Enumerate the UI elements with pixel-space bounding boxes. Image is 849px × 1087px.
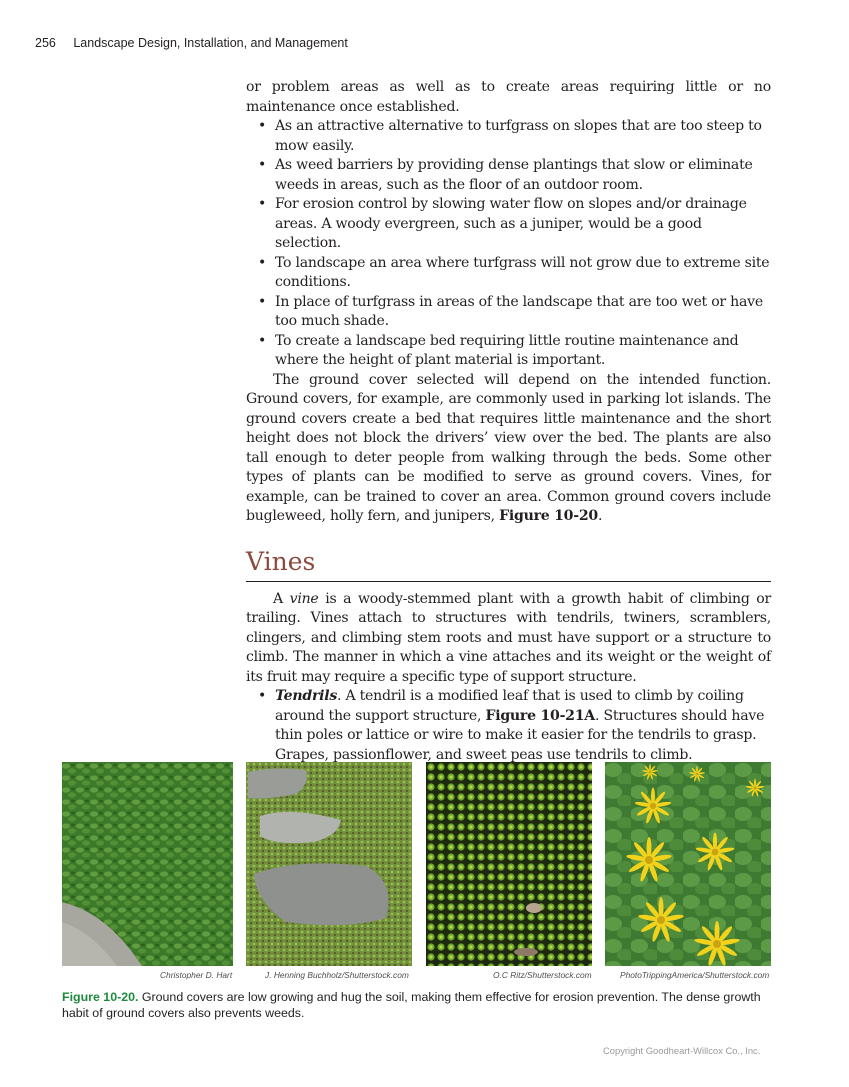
bullet-icon: •: [258, 118, 267, 134]
bullet-icon: •: [258, 332, 267, 349]
figure-reference[interactable]: Figure 10-20: [499, 508, 598, 524]
page-number: 256: [35, 36, 56, 50]
photo-credit: J. Henning Buchholz/Shutterstock.com: [265, 970, 409, 980]
body-text-column: [246, 78, 771, 765]
photo-credit: Christopher D. Hart: [160, 970, 233, 980]
figure-caption: [62, 989, 782, 1021]
photo-credit: O.C Ritz/Shutterstock.com: [493, 970, 592, 980]
list-item: • To landscape an area where turfgrass will not grow due to extreme site conditions.: [258, 254, 770, 290]
photo-stepping-stones: [246, 762, 412, 966]
vine-types-list: [246, 687, 771, 765]
list-item: • Tendrils. A tendril is a modified leaf that is used to climb by coiling around the support structure, Figure 10-21A. Structures should have thin poles or lattice or wire to make it easier for the tendrils to grasp. Grapes, passionflower, and sweet peas use tendrils to climb.: [258, 688, 765, 763]
copyright-notice: Copyright Goodheart-Willcox Co., Inc.: [603, 1045, 761, 1056]
photo-yellow-flowers: [605, 762, 771, 966]
running-head: [35, 36, 348, 50]
list-item: • To create a landscape bed requiring little routine maintenance and where the height of plant material is important.: [258, 332, 739, 368]
section-heading-vines: Vines: [246, 547, 771, 582]
list-item: • For erosion control by slowing water flow on slopes and/or drainage areas. A woody evergreen, such as a juniper, would be a good selection.: [258, 196, 747, 251]
yellow-flowers-image: [605, 762, 771, 966]
figure-label: Figure 10-20.: [62, 990, 139, 1004]
moss-image: [426, 762, 592, 966]
ground-cover-paragraph: The ground cover selected will depend on the intended function. Ground covers, for example, are commonly used in parking lot islands. The ground covers create a bed that requires little maintenance and the short height does not block the drivers’ view over the bed. The plants are also tall enough to deter people from walking through the beds. Some other types of plants can be modified to serve as ground covers. Vines, for example, can be trained to cover an area. Common ground covers include bugleweed, holly fern, and junipers, Figure 10-20.: [246, 371, 771, 524]
list-item: • In place of turfgrass in areas of the landscape that are too wet or have too much shade.: [258, 293, 763, 329]
key-term: vine: [289, 590, 319, 607]
stepping-stones-image: [246, 762, 412, 966]
photo-moss: [426, 762, 592, 966]
bullet-icon: •: [258, 688, 267, 704]
ground-cover-uses-list: [246, 117, 771, 371]
figure-photos: [62, 762, 771, 966]
bullet-icon: •: [258, 293, 267, 310]
list-item: • As an attractive alternative to turfgrass on slopes that are too steep to mow easily.: [258, 118, 762, 154]
key-term: Tendrils: [275, 688, 338, 704]
photo-credit: PhotoTrippingAmerica/Shutterstock.com: [620, 970, 770, 980]
caption-text: Ground covers are low growing and hug the soil, making them effective for erosion prevention. The dense growth habit of ground covers also prevents weeds.: [62, 990, 761, 1020]
intro-continuation: or problem areas as well as to create areas requiring little or no maintenance once established.: [246, 79, 771, 115]
bullet-icon: •: [258, 196, 267, 212]
bugleweed-image: [62, 762, 233, 966]
list-item: • As weed barriers by providing dense plantings that slow or eliminate weeds in areas, such as the floor of an outdoor room.: [258, 157, 753, 193]
bullet-icon: •: [258, 254, 267, 271]
figure-reference[interactable]: Figure 10-21A: [485, 707, 595, 724]
book-title: Landscape Design, Installation, and Management: [73, 36, 348, 50]
bullet-icon: •: [258, 157, 267, 173]
vines-paragraph: A vine is a woody-stemmed plant with a growth habit of climbing or trailing. Vines attach to structures with tendrils, twiners, scramblers, clingers, and climbing stem roots and must have support or a structure to climb. The manner in which a vine attaches and its weight or the weight of its fruit may require a specific type of support structure.: [246, 590, 771, 685]
photo-bugleweed: [62, 762, 233, 966]
